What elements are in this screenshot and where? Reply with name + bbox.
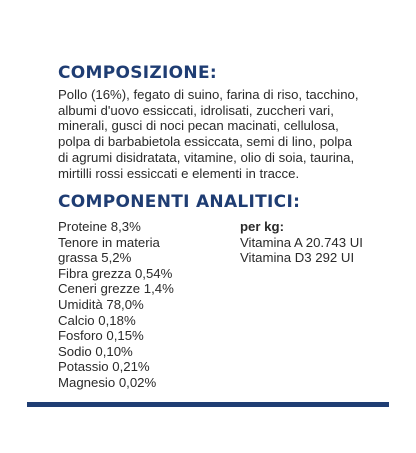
composition-text (58, 87, 388, 181)
analytical-item: Tenore in materia (58, 234, 160, 250)
footer-rule (27, 402, 389, 407)
analytical-list (58, 219, 228, 391)
vitamin-item: Vitamina D3 292 UI (240, 250, 355, 266)
analytical-item: grassa 5,2% (58, 250, 132, 266)
composition-line: minerali, gusci di noci pecan macinati, cellulosa, (58, 118, 339, 134)
composition-line: polpa di barbabietola essiccata, semi di lino, polpa (58, 134, 352, 150)
composition-line: Pollo (16%), fegato di suino, farina di riso, tacchino, (58, 87, 359, 102)
analytical-heading: COMPONENTI ANALITICI: (58, 192, 301, 212)
composition-line: albumi d'uovo essiccati, idrolisati, zuccheri vari, (58, 102, 334, 118)
analytical-item: Ceneri grezze 1,4% (58, 281, 174, 297)
vitamins-list (240, 219, 390, 266)
analytical-item: Potassio 0,21% (58, 359, 150, 375)
per-kg-label: per kg: (240, 219, 284, 234)
analytical-item: Umidità 78,0% (58, 296, 144, 312)
vitamin-item: Vitamina A 20.743 UI (240, 234, 363, 250)
composition-line: mirtilli rossi essiccati e elementi in tracce. (58, 165, 300, 181)
analytical-item: Proteine 8,3% (58, 219, 141, 234)
analytical-item: Magnesio 0,02% (58, 374, 157, 390)
composition-heading: COMPOSIZIONE: (58, 63, 217, 83)
analytical-item: Fosforo 0,15% (58, 328, 144, 344)
composition-line: di agrumi disidratata, vitamine, olio di soia, taurina, (58, 149, 355, 165)
analytical-item: Sodio 0,10% (58, 343, 133, 359)
analytical-item: Calcio 0,18% (58, 312, 136, 328)
analytical-item: Fibra grezza 0,54% (58, 265, 173, 281)
